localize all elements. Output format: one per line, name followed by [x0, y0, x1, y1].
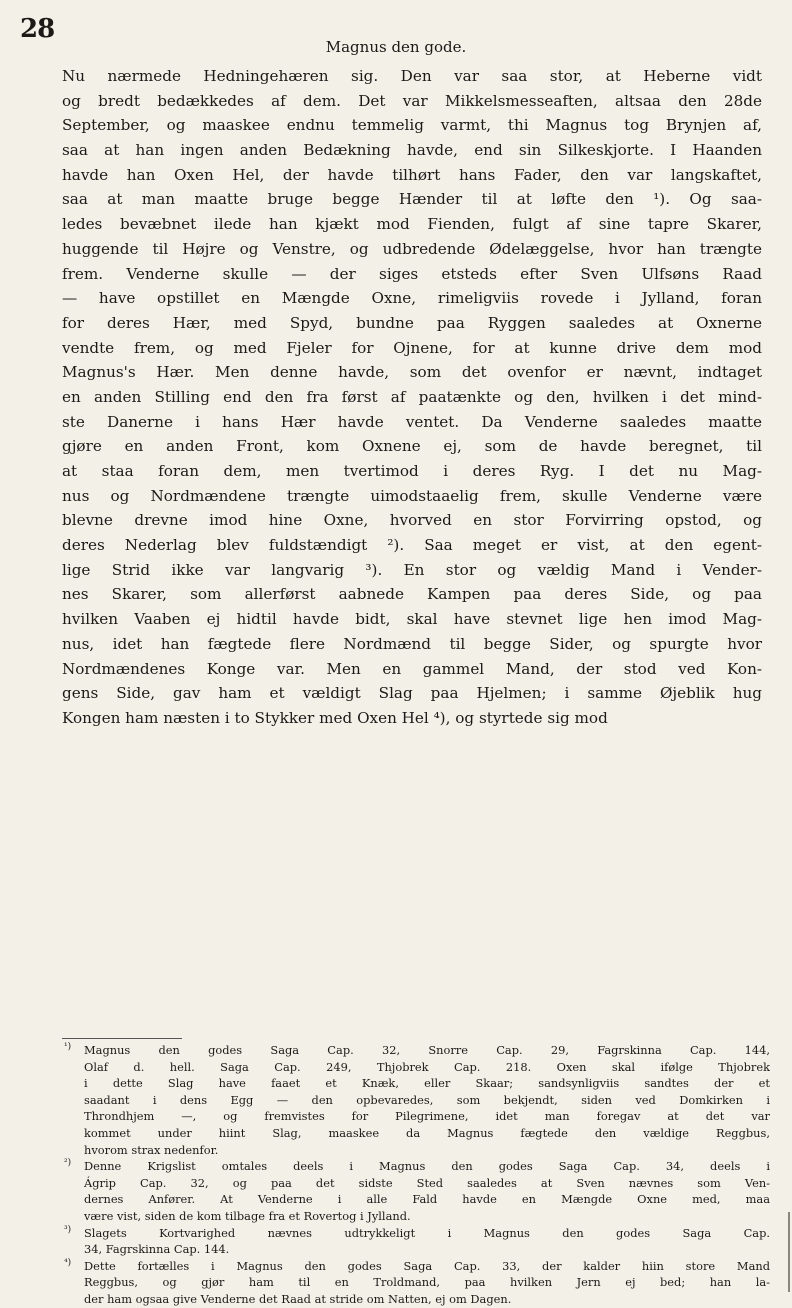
- footnote: [62, 1225, 770, 1258]
- text-line: vendte frem, og med Fjeler for Ojnene, for at kunne drive dem mod: [62, 338, 762, 357]
- text-line: for deres Hær, med Spyd, bundne paa Ryggen saaledes at Oxnerne: [62, 313, 762, 332]
- footnote: [62, 1158, 770, 1224]
- text-line: deres Nederlag blev fuldstændigt ²). Saa meget er vist, at den egent-: [62, 536, 762, 555]
- text-line: at staa foran dem, men tvertimod i deres Ryg. I det nu Mag-: [62, 462, 762, 480]
- footnote-line: Slagets Kortvarighed nævnes udtrykkeligt i Magnus den godes Saga Cap.: [84, 1225, 770, 1240]
- footnote-line: Magnus den godes Saga Cap. 32, Snorre Cap. 29, Fagrskinna Cap. 144,: [84, 1043, 770, 1057]
- main-text: [62, 64, 762, 731]
- text-line: hvilken Vaaben ej hidtil havde bidt, skal have stevnet lige hen imod Mag-: [62, 610, 762, 629]
- text-line: saa at man maatte bruge begge Hænder til at løfte den ¹). Og saa-: [62, 190, 762, 209]
- text-line: lige Strid ikke var langvarig ³). En stor og vældig Mand i Vender-: [62, 560, 762, 579]
- text-line: Magnus's Hær. Men denne havde, som det ovenfor er nævnt, indtaget: [62, 363, 762, 382]
- footnotes: [62, 1042, 770, 1308]
- text-line: nes Skarer, som allerførst aabnede Kampen paa deres Side, og paa: [62, 585, 762, 604]
- text-line: frem. Venderne skulle — der siges etsteds efter Sven Ulfsøns Raad: [62, 264, 762, 283]
- text-line: Kongen ham næsten i to Stykker med Oxen Hel ⁴), og styrtede sig mod: [62, 708, 608, 727]
- footnote-line: dernes Anfører. At Venderne i alle Fald havde en Mængde Oxne med, maa: [84, 1192, 770, 1207]
- footnote-mark: ²): [64, 1158, 72, 1169]
- text-line: havde han Oxen Hel, der havde tilhørt hans Fader, den var langskaftet,: [62, 165, 762, 184]
- footnote-mark: ³): [64, 1224, 72, 1235]
- text-line: nus og Nordmændene trængte uimodstaaelig frem, skulle Venderne være: [62, 486, 762, 505]
- footnote-line: Olaf d. hell. Saga Cap. 249, Thjobrek Cap. 218. Oxen skal ifølge Thjobrek: [84, 1059, 770, 1074]
- footnote-line: Ágrip Cap. 32, og paa det sidste Sted saaledes at Sven nævnes som Ven-: [84, 1175, 770, 1190]
- page-number: 28: [20, 14, 55, 44]
- footnote-mark: ⁴): [64, 1257, 72, 1268]
- footnote-line: kommet under hiint Slag, maaskee da Magnus fægtede den vældige Reggbus,: [84, 1125, 770, 1140]
- page-edge-mark: [788, 1212, 790, 1292]
- footnote-mark: ¹): [64, 1042, 72, 1052]
- text-line: ste Danerne i hans Hær havde ventet. Da Venderne saaledes maatte: [62, 412, 762, 431]
- text-line: saa at han ingen anden Bedækning havde, end sin Silkeskjorte. I Haanden: [62, 141, 762, 160]
- footnote-line: Denne Krigslist omtales deels i Magnus den godes Saga Cap. 34, deels i: [84, 1159, 770, 1174]
- footnote-line: være vist, siden de kom tilbage fra et Rovertog i Jylland.: [84, 1208, 411, 1223]
- footnote-line: Throndhjem —, og fremvistes for Pilegrimene, idet man foregav at det var: [84, 1109, 770, 1124]
- footnote-rule: [62, 1038, 182, 1039]
- text-line: gens Side, gav ham et vældigt Slag paa Hjelmen; i samme Øjeblik hug: [62, 684, 762, 703]
- text-line: nus, idet han fægtede flere Nordmænd til begge Sider, og spurgte hvor: [62, 634, 762, 653]
- text-line: en anden Stilling end den fra først af paatænkte og den, hvilken i det mind-: [62, 387, 762, 406]
- text-line: — have opstillet en Mængde Oxne, rimeligviis rovede i Jylland, foran: [62, 289, 762, 308]
- text-line: Nordmændenes Konge var. Men en gammel Mand, der stod ved Kon-: [62, 659, 762, 678]
- text-line: og bredt bedækkedes af dem. Det var Mikkelsmesseaften, altsaa den 28de: [62, 91, 762, 110]
- footnote-line: saadant i dens Egg — den opbevaredes, som bekjendt, siden ved Domkirken i: [84, 1092, 770, 1107]
- footnote-line: hvorom strax nedenfor.: [84, 1142, 219, 1157]
- footnote-line: Reggbus, og gjør ham til en Troldmand, paa hvilken Jern ej bed; han la-: [84, 1275, 770, 1290]
- footnote-line: 34, Fagrskinna Cap. 144.: [84, 1242, 230, 1257]
- text-line: blevne drevne imod hine Oxne, hvorved en stor Forvirring opstod, og: [62, 511, 762, 530]
- text-line: huggende til Højre og Venstre, og udbredende Ødelæggelse, hvor han trængte: [62, 239, 762, 258]
- text-line: September, og maaskee endnu temmelig varmt, thi Magnus tog Brynjen af,: [62, 116, 762, 135]
- footnote-line: Dette fortælles i Magnus den godes Saga Cap. 33, der kalder hiin store Mand: [84, 1258, 770, 1273]
- footnote-line: der ham ogsaa give Venderne det Raad at stride om Natten, ej om Dagen.: [84, 1291, 512, 1306]
- text-line: Nu nærmede Hedningehæren sig. Den var saa stor, at Heberne vidt: [62, 67, 762, 85]
- footnote: [62, 1042, 770, 1158]
- text-line: gjøre en anden Front, kom Oxnene ej, som de havde beregnet, til: [62, 437, 762, 456]
- text-line: ledes bevæbnet ilede han kjækt mod Fienden, fulgt af sine tapre Skarer,: [62, 215, 762, 234]
- footnote-line: i dette Slag have faaet et Knæk, eller Skaar; sandsynligviis sandtes der et: [84, 1076, 770, 1091]
- footnote: [62, 1258, 770, 1308]
- running-head: Magnus den gode.: [325, 38, 467, 56]
